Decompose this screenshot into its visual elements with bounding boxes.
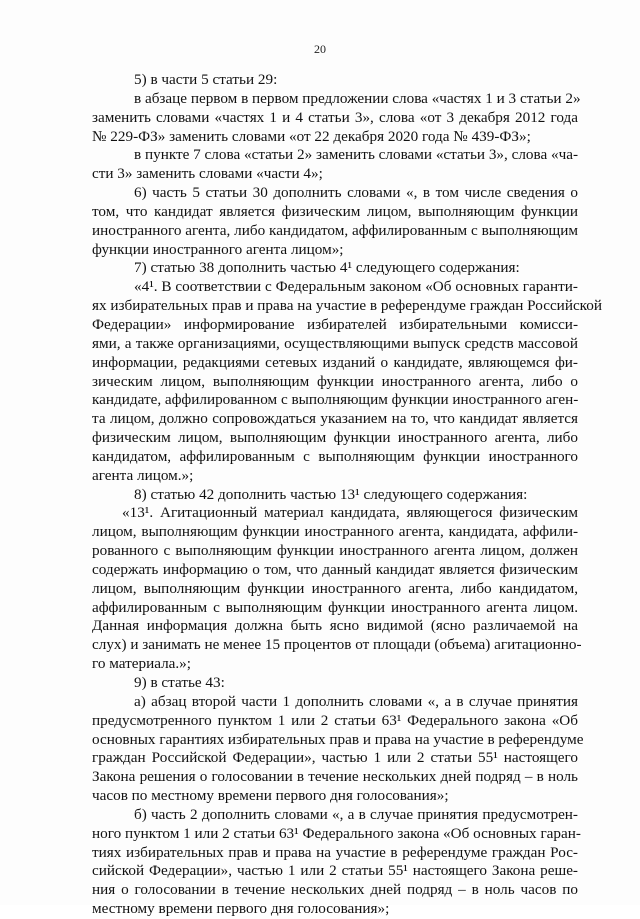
text-line: местному времени первого дня голосования»; bbox=[92, 900, 390, 918]
text-line: лицом, выполняющим функции иностранного агента, либо кандидатом, bbox=[92, 579, 578, 597]
text-line: информации, редакциями сетевых изданий о кандидате, являющемся фи- bbox=[92, 353, 578, 371]
text-line: ями, а также организациями, осуществляющими выпуск средств массовой bbox=[92, 334, 578, 352]
text-line: сти 3» заменить словами «части 4»; bbox=[92, 165, 323, 183]
text-line: часов по местному времени первого дня голосования»; bbox=[92, 787, 449, 805]
page-number: 20 bbox=[314, 42, 326, 56]
document-body bbox=[92, 71, 603, 919]
text-line: содержать информацию о том, что данный кандидат является физическим bbox=[92, 560, 578, 578]
text-line: слух) и занимать не менее 15 процентов от площади (объема) агитационно- bbox=[92, 636, 582, 654]
text-line: зическим лицом, выполняющим функции иностранного агента, либо о bbox=[92, 372, 578, 390]
text-line: основных гарантиях избирательных прав и права на участие в референдуме bbox=[92, 730, 584, 748]
text-line: № 229-ФЗ» заменить словами «от 22 декабря 2020 года № 439-ФЗ»; bbox=[92, 127, 531, 145]
text-line: 9) в статье 43: bbox=[134, 674, 225, 691]
text-line: а) абзац второй части 1 дополнить словами «, а в случае принятия bbox=[134, 692, 578, 710]
text-line: в пункте 7 слова «статьи 2» заменить словами «статьи 3», слова «ча- bbox=[134, 146, 579, 164]
text-line: 8) статью 42 дополнить частью 13¹ следующего содержания: bbox=[134, 485, 528, 503]
text-line: Закона решения о голосовании в течение нескольких дней подряд – в ноль bbox=[92, 768, 578, 786]
text-line: заменить словами «частях 1 и 4 статьи 3», слова «от 3 декабря 2012 года bbox=[92, 108, 578, 126]
text-line: предусмотренного пунктом 1 или 2 статьи 63¹ Федерального закона «Об bbox=[92, 711, 578, 729]
text-line: кандидатом, аффилированным с выполняющим функции иностранного bbox=[92, 447, 578, 465]
text-line: функции иностранного агента лицом»; bbox=[92, 240, 344, 258]
text-line: Данная информация должна быть ясно видимой (ясно различаемой на bbox=[92, 617, 578, 635]
text-line: тиях избирательных прав и права на участие в референдуме граждан Рос- bbox=[92, 843, 578, 861]
text-line: агента лицом.»; bbox=[92, 466, 194, 484]
text-line: кандидате, аффилированном с выполняющим функции иностранного аген- bbox=[92, 391, 579, 409]
text-line: ния о голосовании в течение нескольких дней подряд – в ноль часов по bbox=[92, 881, 578, 899]
text-line: в абзаце первом в первом предложении слова «частях 1 и 3 статьи 2» bbox=[134, 89, 581, 107]
text-line: рованного с выполняющим функции иностранного агента лицом, должен bbox=[92, 542, 578, 560]
text-line: го материала.»; bbox=[92, 655, 191, 673]
text-line: та лицом, должно сопровождаться указанием на то, что кандидат является bbox=[92, 410, 578, 428]
text-line: 5) в части 5 статьи 29: bbox=[134, 71, 278, 88]
text-line: том, что кандидат является физическим лицом, выполняющим функции bbox=[92, 202, 578, 220]
text-line: 6) часть 5 статьи 30 дополнить словами «, в том числе сведения о bbox=[134, 184, 578, 202]
text-line: сийской Федерации», частью 1 или 2 статьи 55¹ настоящего Закона реше- bbox=[92, 862, 578, 880]
text-line: иностранного агента, либо кандидатом, аффилированным с выполняющим bbox=[92, 221, 578, 239]
text-line: «13¹. Агитационный материал кандидата, являющегося физическим bbox=[122, 504, 578, 522]
text-line: граждан Российской Федерации», частью 1 или 2 статьи 55¹ настоящего bbox=[92, 749, 578, 767]
text-line: физическим лицом, выполняющим функции иностранного агента, либо bbox=[92, 429, 578, 447]
text-line: Федерации» информирование избирателей избирательными комисси- bbox=[92, 315, 578, 333]
text-line: лицом, выполняющим функции иностранного агента, кандидата, аффили- bbox=[92, 523, 578, 541]
text-line: 7) статью 38 дополнить частью 4¹ следующего содержания: bbox=[134, 259, 520, 277]
text-line: аффилированным с выполняющим функции иностранного агента лицом. bbox=[92, 598, 578, 616]
text-line: ного пунктом 1 или 2 статьи 63¹ Федерального закона «Об основных гаран- bbox=[92, 824, 581, 842]
text-line: «4¹. В соответствии с Федеральным законом «Об основных гаранти- bbox=[134, 278, 578, 296]
text-line: ях избирательных прав и права на участие в референдуме граждан Российской bbox=[92, 297, 603, 315]
text-line: б) часть 2 дополнить словами «, а в случае принятия предусмотрен- bbox=[134, 805, 578, 823]
